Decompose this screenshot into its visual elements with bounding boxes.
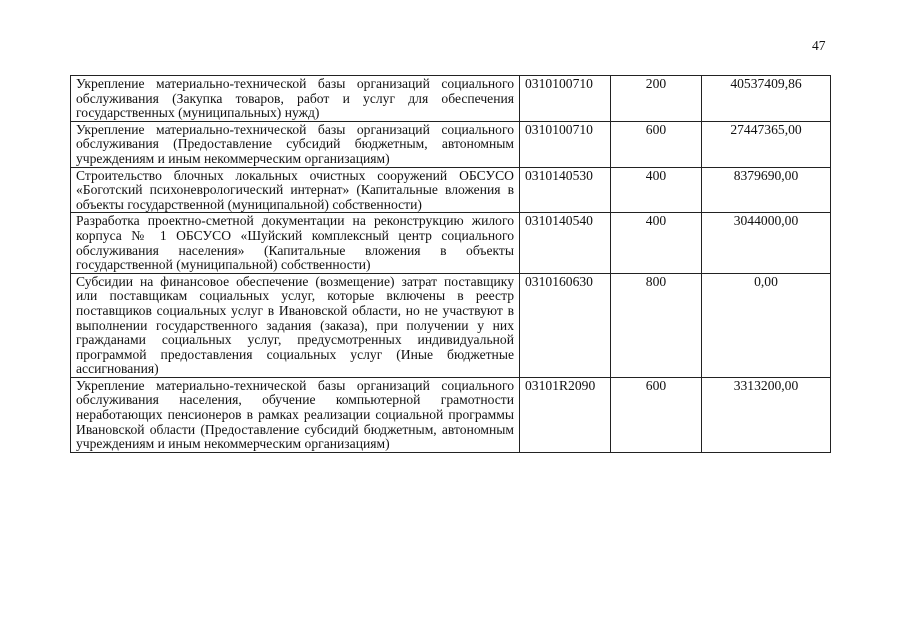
row-amount: 3313200,00 <box>702 377 831 452</box>
row-code: 0310100710 <box>520 121 611 167</box>
row-expense-type: 800 <box>611 273 702 377</box>
table-row <box>71 377 831 452</box>
row-description: Укрепление материально-технической базы организаций социального обслуживания (Закупка товаров, работ и услуг для обеспечения государственных (муниципальных) нужд) <box>71 76 520 122</box>
row-code: 0310160630 <box>520 273 611 377</box>
row-expense-type: 200 <box>611 76 702 122</box>
row-amount: 0,00 <box>702 273 831 377</box>
row-expense-type: 400 <box>611 167 702 213</box>
row-code: 03101R2090 <box>520 377 611 452</box>
budget-table <box>70 75 831 453</box>
row-expense-type: 600 <box>611 121 702 167</box>
row-code: 0310100710 <box>520 76 611 122</box>
row-amount: 8379690,00 <box>702 167 831 213</box>
row-amount: 3044000,00 <box>702 213 831 273</box>
page-number: 47 <box>812 38 826 53</box>
row-description: Субсидии на финансовое обеспечение (возмещение) затрат поставщику или поставщикам социальных услуг, которые включены в реестр поставщиков социальных услуг в Ивановской области, но не участвуют в выполнении государственного задания (заказа), при получении у них гражданами социальных услуг, предусмотренных индивидуальной программой предоставления социальных услуг (Иные бюджетные ассигнования) <box>71 273 520 377</box>
table-row <box>71 213 831 273</box>
table-row <box>71 167 831 213</box>
table-row <box>71 76 831 122</box>
table-row <box>71 121 831 167</box>
row-description: Укрепление материально-технической базы организаций социального обслуживания (Предоставление субсидий бюджетным, автономным учреждениям и иным некоммерческим организациям) <box>71 121 520 167</box>
row-code: 0310140530 <box>520 167 611 213</box>
row-amount: 27447365,00 <box>702 121 831 167</box>
row-code: 0310140540 <box>520 213 611 273</box>
row-description: Разработка проектно-сметной документации на реконструкцию жилого корпуса № 1 ОБСУСО «Шуйский комплексный центр социального обслуживания населения» (Капитальные вложения в объекты государственной (муниципальной) собственности) <box>71 213 520 273</box>
table-row <box>71 273 831 377</box>
row-expense-type: 400 <box>611 213 702 273</box>
row-description: Укрепление материально-технической базы организаций социального обслуживания населения, обучение компьютерной грамотности неработающих пенсионеров в рамках реализации социальной программы Ивановской области (Предоставление субсидий бюджетным, автономным учреждениям и иным некоммерческим организациям) <box>71 377 520 452</box>
row-expense-type: 600 <box>611 377 702 452</box>
row-description: Строительство блочных локальных очистных сооружений ОБСУСО «Боготский психоневрологический интернат» (Капитальные вложения в объекты государственной (муниципальной) собственности) <box>71 167 520 213</box>
row-amount: 40537409,86 <box>702 76 831 122</box>
